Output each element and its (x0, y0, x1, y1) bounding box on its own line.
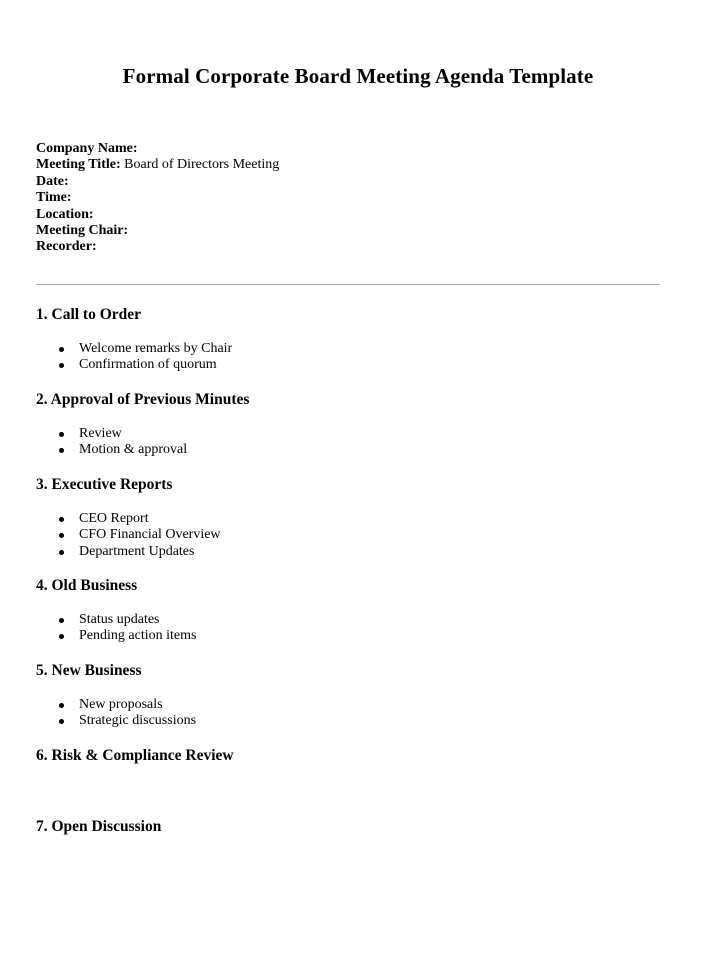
list-item (36, 426, 187, 442)
meta-row-company-name (36, 141, 279, 157)
bullet-icon (59, 618, 64, 623)
meta-row-time (36, 190, 279, 206)
agenda-section-call-to-order (36, 306, 233, 373)
list-item (36, 544, 221, 560)
list-item-text: CFO Financial Overview (79, 527, 221, 543)
section-item-list (36, 426, 187, 459)
section-item-list (36, 341, 232, 374)
list-item-text: Review (79, 426, 122, 441)
list-item-text: Welcome remarks by Chair (79, 341, 233, 356)
meta-label: Meeting Title: (36, 157, 121, 173)
agenda-section-open-discussion (36, 818, 161, 836)
list-item-text: Strategic discussions (79, 713, 197, 729)
meta-row-recorder (36, 239, 279, 255)
list-item (36, 628, 196, 644)
list-item (36, 357, 232, 373)
agenda-section-old-business (36, 577, 197, 644)
bullet-icon (59, 448, 64, 453)
bullet-icon (59, 719, 64, 724)
list-item-text: CEO Report (79, 511, 149, 526)
list-item-text: New proposals (79, 697, 163, 712)
meta-row-meeting-chair (36, 223, 279, 239)
list-item (36, 697, 196, 713)
bullet-icon (59, 550, 64, 555)
section-item-list (36, 511, 221, 560)
section-heading: 7. Open Discussion (36, 818, 162, 835)
meeting-details (36, 141, 279, 256)
section-heading: 3. Executive Reports (36, 476, 173, 493)
section-heading: 5. New Business (36, 662, 142, 679)
document-title: Formal Corporate Board Meeting Agenda Template (122, 64, 594, 88)
section-heading: 2. Approval of Previous Minutes (36, 391, 250, 408)
section-item-list (36, 697, 196, 730)
list-item (36, 442, 187, 458)
bullet-icon (59, 347, 64, 352)
list-item-text: Department Updates (79, 543, 195, 559)
horizontal-divider (36, 284, 660, 285)
section-item-list (36, 612, 196, 645)
bullet-icon (59, 432, 64, 437)
bullet-icon (59, 533, 64, 538)
bullet-icon (59, 703, 64, 708)
list-item-text: Motion & approval (79, 442, 188, 458)
section-heading: 1. Call to Order (36, 306, 142, 323)
agenda-section-approval-of-minutes (36, 391, 250, 458)
meta-label: Date: (36, 173, 69, 189)
list-item (36, 713, 196, 729)
list-item-text: Pending action items (79, 628, 197, 644)
meta-value: Board of Directors Meeting (124, 157, 280, 173)
agenda-section-executive-reports (36, 476, 221, 559)
agenda-section-risk-compliance (36, 747, 234, 765)
agenda-section-new-business (36, 662, 197, 729)
list-item (36, 341, 232, 357)
list-item (36, 612, 196, 628)
meta-label: Company Name: (36, 141, 138, 156)
section-heading: 4. Old Business (36, 577, 138, 594)
bullet-icon (59, 363, 64, 368)
meta-label: Location: (36, 206, 94, 222)
meta-label: Time: (36, 190, 72, 206)
section-heading: 6. Risk & Compliance Review (36, 747, 234, 764)
meta-row-date (36, 174, 279, 190)
list-item-text: Confirmation of quorum (79, 357, 217, 373)
list-item-text: Status updates (79, 612, 160, 627)
meta-label: Meeting Chair: (36, 223, 129, 239)
meta-row-meeting-title (36, 157, 279, 173)
bullet-icon (59, 634, 64, 639)
bullet-icon (59, 517, 64, 522)
list-item (36, 511, 221, 527)
list-item (36, 527, 221, 543)
meta-row-location (36, 207, 279, 223)
meta-label: Recorder: (36, 239, 97, 255)
